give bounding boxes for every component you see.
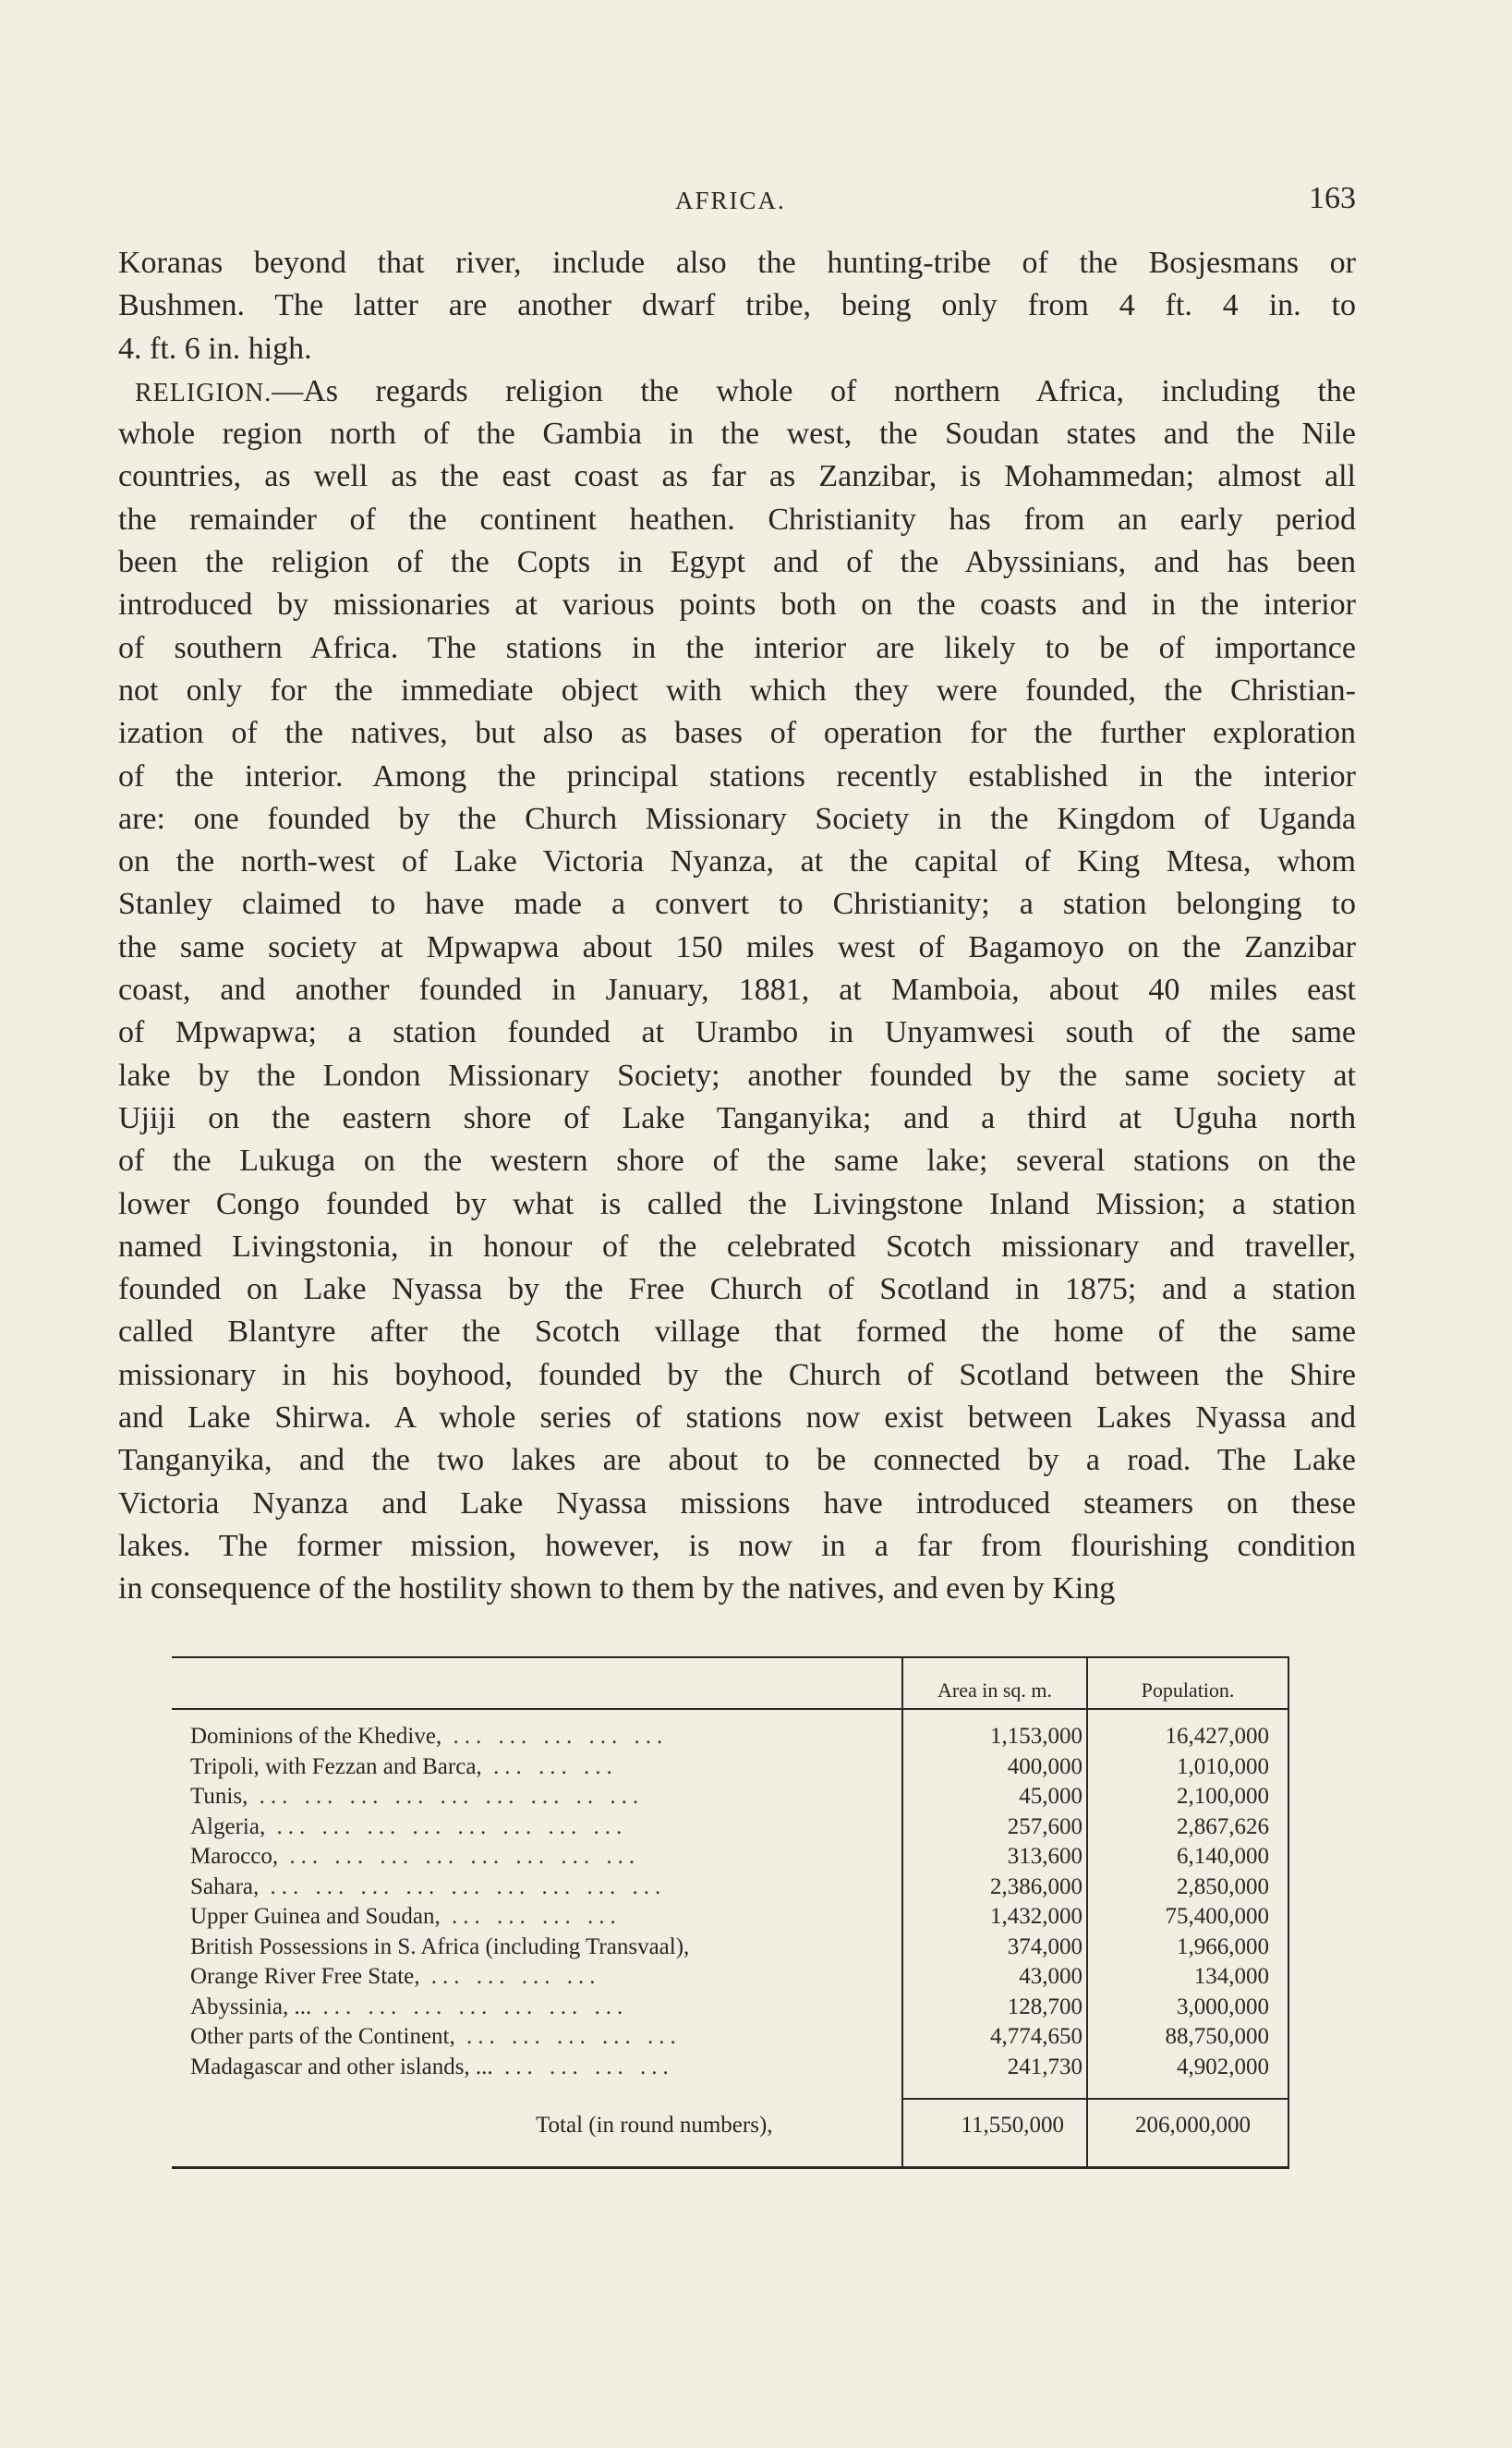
page-number: 163 [1309, 181, 1356, 215]
area-population-table [172, 1656, 1289, 2169]
area-value: 400,000 [1007, 1753, 1083, 1779]
table-row [190, 2053, 1289, 2083]
population-value: 1,010,000 [1177, 1753, 1269, 1779]
region-name: Sahara, ... ... ... ... ... ... ... ... ... [190, 1873, 667, 1899]
text-line [118, 370, 1356, 413]
population-value: 2,100,000 [1177, 1784, 1269, 1809]
table-row [190, 1782, 1289, 1812]
table-row [190, 1752, 1289, 1783]
text-line: of Mpwapwa; a station founded at Urambo in Unyamwesi south of the same [118, 1015, 1356, 1050]
region-name: Abyssinia, ... ... ... ... ... ... ... ... [190, 1994, 629, 2019]
area-value: 4,774,650 [990, 2024, 1083, 2049]
text-line: not only for the immediate object with which they were founded, the Christian- [118, 673, 1356, 708]
population-value: 4,902,000 [1177, 2054, 1269, 2079]
text-line: of the interior. Among the principal stations recently established in the interior [118, 758, 1356, 794]
page-header [118, 181, 1356, 227]
population-value: 75,400,000 [1165, 1904, 1269, 1929]
table-row [190, 1842, 1289, 1872]
region-name: Orange River Free State, ... ... ... ... [190, 1964, 601, 1989]
region-name: British Possessions in S. Africa (including Transvaal), [190, 1933, 690, 1959]
area-value: 1,153,000 [990, 1724, 1083, 1749]
table-row [190, 1993, 1289, 2023]
region-name: Marocco, ... ... ... ... ... ... ... ... [190, 1844, 641, 1869]
text-line: named Livingstonia, in honour of the celebrated Scotch missionary and traveller, [118, 1229, 1356, 1264]
region-name: Tripoli, with Fezzan and Barca, ... ... ... [190, 1753, 618, 1779]
text-line: founded on Lake Nyassa by the Free Church of Scotland in 1875; and a station [118, 1272, 1356, 1307]
text-line: been the religion of the Copts in Egypt and of the Abyssinians, and has been [118, 545, 1356, 580]
header-rule [172, 1708, 1288, 1710]
region-name: Madagascar and other islands, ... ... ... ... ... [190, 2054, 674, 2079]
region-name: Other parts of the Continent, ... ... ... ... ... [190, 2024, 682, 2049]
text-line: the same society at Mpwapwa about 150 miles west of Bagamoyo on the Zanzibar [118, 929, 1356, 964]
table-body [190, 1722, 1289, 2082]
population-value: 2,850,000 [1177, 1873, 1269, 1899]
table-row [190, 1962, 1289, 1993]
area-value: 1,432,000 [990, 1904, 1083, 1929]
text-line: lake by the London Missionary Society; another founded by the same society at [118, 1058, 1356, 1093]
text-line: Stanley claimed to have made a convert to Christianity; a station belonging to [118, 887, 1356, 922]
population-value: 1,966,000 [1177, 1933, 1269, 1959]
area-value: 241,730 [1007, 2054, 1083, 2079]
area-value: 313,600 [1007, 1844, 1083, 1869]
region-name: Upper Guinea and Soudan, ... ... ... ... [190, 1904, 622, 1929]
population-value: 134,000 [1193, 1964, 1269, 1989]
area-column-header: Area in sq. m. [937, 1678, 1053, 1702]
area-value: 128,700 [1007, 1994, 1083, 2019]
text-line: lower Congo founded by what is called the Livingstone Inland Mission; a station [118, 1186, 1356, 1221]
total-population: 206,000,000 [1135, 2113, 1251, 2138]
text-line: the remainder of the continent heathen. Christianity has from an early period [118, 502, 1356, 537]
text-line: Ujiji on the eastern shore of Lake Tanganyika; and a third at Uguha north [118, 1100, 1356, 1135]
area-value: 374,000 [1007, 1933, 1083, 1959]
population-value: 3,000,000 [1177, 1994, 1269, 2019]
population-value: 2,867,626 [1177, 1813, 1269, 1839]
text-line: introduced by missionaries at various points both on the coasts and in the interior [118, 588, 1356, 623]
text-line: are: one founded by the Church Missionary Society in the Kingdom of Uganda [118, 801, 1356, 836]
total-rule [901, 2098, 1288, 2100]
text-line: in consequence of the hostility shown to them by the natives, and even by King [118, 1571, 1116, 1606]
text-line: on the north-west of Lake Victoria Nyanza, at the capital of King Mtesa, whom [118, 844, 1356, 879]
text-line: of southern Africa. The stations in the interior are likely to be of importance [118, 630, 1356, 665]
area-value: 257,600 [1007, 1813, 1083, 1839]
table-row [190, 1722, 1289, 1752]
table-row [190, 1812, 1289, 1843]
text-line: called Blantyre after the Scotch village that formed the home of the same [118, 1315, 1356, 1350]
text-line: ization of the natives, but also as bases of operation for the further exploration [118, 716, 1356, 751]
running-head: AFRICA. [675, 187, 786, 214]
text-line: Tanganyika, and the two lakes are about to be connected by a road. The Lake [118, 1443, 1356, 1478]
population-column-header: Population. [1141, 1678, 1235, 1702]
total-label: Total (in round numbers), [536, 2113, 773, 2138]
population-value: 6,140,000 [1177, 1844, 1269, 1869]
region-name: Tunis, ... ... ... ... ... ... ... .. ... [190, 1784, 645, 1809]
table-total-row [172, 2107, 1288, 2144]
text-line: missionary in his boyhood, founded by the Church of Scotland between the Shire [118, 1357, 1356, 1392]
text-line: Bushmen. The latter are another dwarf tribe, being only from 4 ft. 4 in. to [118, 288, 1356, 323]
text-line: of the Lukuga on the western shore of the same lake; several stations on the [118, 1144, 1356, 1179]
population-value: 88,750,000 [1165, 2024, 1269, 2049]
section-heading-religion: RELIGION. [135, 378, 272, 407]
table-row [190, 1872, 1289, 1903]
population-value: 16,427,000 [1165, 1724, 1269, 1749]
text-line: and Lake Shirwa. A whole series of stations now exist between Lakes Nyassa and [118, 1400, 1356, 1436]
text-line: Victoria Nyanza and Lake Nyassa missions have introduced steamers on these [118, 1485, 1356, 1521]
body-text [118, 242, 1356, 1611]
text-line: Koranas beyond that river, include also the hunting-tribe of the Bosjesmans or [118, 246, 1356, 280]
total-area: 11,550,000 [961, 2113, 1064, 2138]
table-row [190, 1933, 1289, 1963]
text-line-rest: —As regards religion the whole of northern Africa, including the [272, 373, 1356, 408]
text-line: whole region north of the Gambia in the west, the Soudan states and the Nile [118, 417, 1356, 452]
region-name: Algeria, ... ... ... ... ... ... ... ... [190, 1813, 628, 1839]
region-name: Dominions of the Khedive, ... ... ... ... ... [190, 1724, 669, 1749]
text-line: 4. ft. 6 in. high. [118, 331, 312, 366]
text-line: countries, as well as the east coast as far as Zanzibar, is Mohammedan; almost all [118, 459, 1356, 494]
table-row [190, 1902, 1289, 1933]
area-value: 2,386,000 [990, 1873, 1083, 1899]
text-line: coast, and another founded in January, 1881, at Mamboia, about 40 miles east [118, 973, 1356, 1008]
text-line: lakes. The former mission, however, is now in a far from flourishing condition [118, 1528, 1356, 1563]
area-value: 43,000 [1019, 1964, 1083, 1989]
area-value: 45,000 [1019, 1784, 1083, 1809]
table-row [190, 2022, 1289, 2053]
